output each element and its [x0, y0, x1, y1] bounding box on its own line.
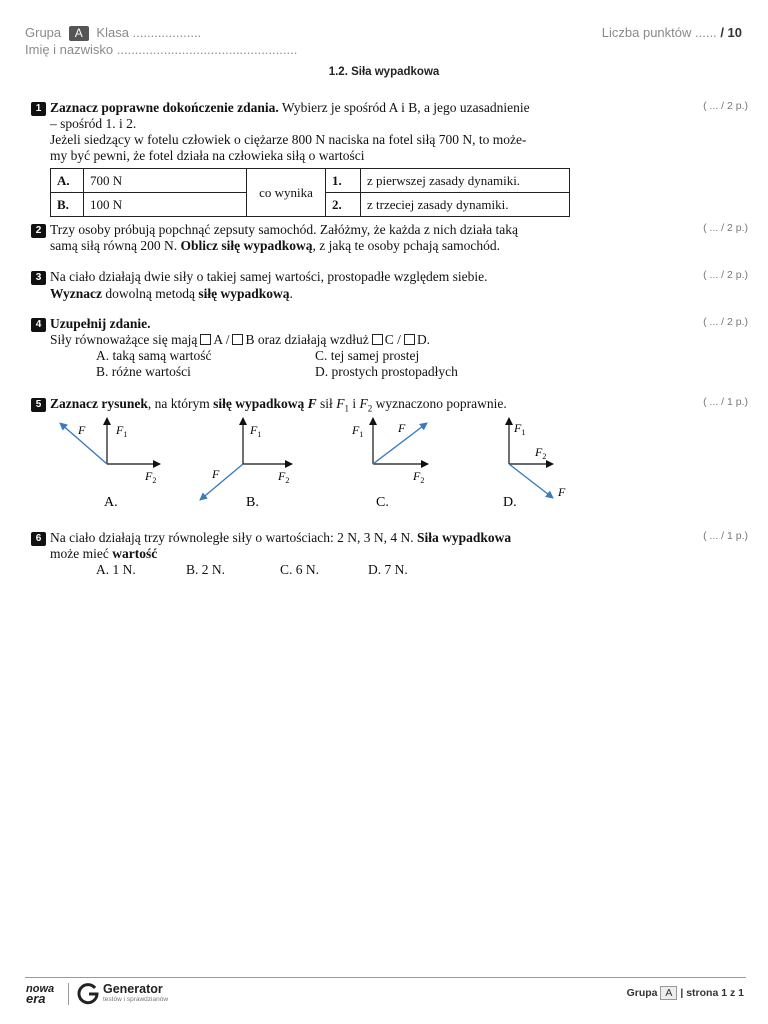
task-number: 1 [31, 102, 46, 116]
task-number: 2 [31, 224, 46, 238]
figure-d-f-label: F [558, 485, 566, 499]
checkbox-d[interactable] [404, 334, 415, 345]
option-b-key[interactable]: B. [51, 193, 84, 217]
option-a-value: 700 N [84, 169, 247, 193]
group-badge: A [69, 26, 89, 41]
name-label: Imię i nazwisko .................................................. [25, 42, 298, 57]
task-6-option-c[interactable]: C. 6 N. [280, 562, 320, 577]
figure-c-f-label: F [398, 421, 406, 435]
task-6-line-1: Na ciało działają trzy równoległe siły o wartościach: 2 N, 3 N, 4 N. Siła wypadkowa [50, 530, 512, 545]
figure-d-label: D. [503, 495, 517, 510]
figure-b-f2-label: $F_2$ [278, 469, 290, 485]
task-1-instruction-rest: Wybierz je spośród A i B, a jego uzasadnienie [278, 100, 530, 115]
reason-2-key[interactable]: 2. [326, 193, 361, 217]
figure-a[interactable] [60, 418, 160, 510]
page-title: 1.2. Siła wypadkowa [328, 66, 440, 78]
task-points: ( ... / 2 p.) [703, 316, 748, 328]
task-number: 5 [31, 398, 46, 412]
task-6-option-d[interactable]: D. 7 N. [368, 562, 408, 577]
task-points: ( ... / 2 p.) [703, 269, 748, 281]
task-3-line-2: Wyznacz dowolną metodą siłę wypadkową. [50, 286, 293, 301]
figure-b-label: B. [246, 495, 259, 510]
task-1-instruction: Zaznacz poprawne dokończenie zdania. [50, 100, 279, 115]
figure-c-f1-label: $F_1$ [352, 423, 364, 439]
figure-b-f-label: F [212, 467, 220, 481]
task-6-line-2: może mieć wartość [50, 546, 158, 561]
generator-g-icon [76, 982, 100, 1006]
task-4-sentence: Siły równoważące się mają A / B oraz działają wzdłuż C / D. [50, 332, 431, 347]
task-2-line-1: Trzy osoby próbują popchnąć zepsuty samochód. Załóżmy, że każda z nich działa taką [50, 222, 518, 237]
reason-1-key[interactable]: 1. [326, 169, 361, 193]
task-number: 6 [31, 532, 46, 546]
footer-page-info: Grupa A | strona 1 z 1 [626, 987, 744, 999]
figure-a-f2-label: $F_2$ [145, 469, 157, 485]
task-2-line-2: samą siłą równą 200 N. Oblicz siłę wypadkową, z jaką te osoby pchają samochód. [50, 238, 500, 253]
figure-c-label: C. [376, 495, 389, 510]
header-group-row [25, 25, 201, 41]
task-4-instruction: Uzupełnij zdanie. [50, 316, 151, 331]
option-b-value: 100 N [84, 193, 247, 217]
task-6-option-a[interactable]: A. 1 N. [96, 562, 136, 577]
task-6-option-b[interactable]: B. 2 N. [186, 562, 226, 577]
points-total: / 10 [720, 25, 742, 40]
task-number: 4 [31, 318, 46, 332]
figure-a-f1-label: $F_1$ [116, 423, 128, 439]
points-label: Liczba punktów ...... [601, 25, 717, 40]
task-1-line-2: – spośród 1. i 2. [50, 116, 137, 131]
task-3-line-1: Na ciało działają dwie siły o takiej samej wartości, prostopadłe względem siebie. [50, 269, 488, 284]
figure-c-f2-label: $F_2$ [413, 469, 425, 485]
task-points: ( ... / 1 p.) [703, 396, 748, 408]
co-wynika-cell: co wynika [247, 169, 326, 217]
task-points: ( ... / 1 p.) [703, 530, 748, 542]
task-3-instruction: Wyznacz [50, 286, 102, 301]
task-5-instruction: Zaznacz rysunek [50, 396, 148, 411]
points-summary [602, 25, 742, 40]
class-label: Klasa ................... [96, 25, 202, 40]
checkbox-b[interactable] [232, 334, 243, 345]
group-label: Grupa [25, 25, 62, 40]
reason-1-value: z pierwszej zasady dynamiki. [361, 169, 570, 193]
footer-divider [25, 977, 746, 978]
task-number: 3 [31, 271, 46, 285]
figure-b[interactable] [200, 418, 292, 510]
task-4-option-b: B. różne wartości [96, 364, 191, 379]
figure-a-f-label: F [78, 423, 86, 437]
task-1-line-4: my być pewni, że fotel działa na człowieka siłą o wartości [50, 148, 365, 163]
checkbox-a[interactable] [200, 334, 211, 345]
figure-d-f1-label: $F_1$ [514, 421, 526, 437]
task-4-option-c: C. tej samej prostej [315, 348, 420, 363]
checkbox-c[interactable] [372, 334, 383, 345]
figure-d[interactable] [503, 418, 566, 510]
task-1-line-3: Jeżeli siedzący w fotelu człowiek o ciężarze 800 N naciska na fotel siłą 700 N, to może- [50, 132, 527, 147]
footer-group-badge: A [660, 986, 677, 1000]
task-1-answer-table [50, 168, 570, 217]
task-1-line-1 [50, 100, 530, 116]
figure-c[interactable] [351, 418, 428, 510]
task-points: ( ... / 2 p.) [703, 222, 748, 234]
task-4-option-a: A. taką samą wartość [96, 348, 212, 363]
logo-divider [68, 983, 69, 1005]
task-points: ( ... / 2 p.) [703, 100, 748, 112]
nowa-era-logo: nowa era [26, 983, 55, 1006]
figure-a-label: A. [104, 495, 118, 510]
option-a-key[interactable]: A. [51, 169, 84, 193]
figure-b-f1-label: $F_1$ [250, 423, 262, 439]
figure-d-f2-label: $F_2$ [535, 445, 547, 461]
task-4-option-d: D. prostych prostopadłych [315, 364, 458, 379]
task-2-instruction: Oblicz siłę wypadkową [180, 238, 313, 253]
task-5-line-1: Zaznacz rysunek, na którym siłę wypadkową F sił $F_1$ i $F_2$ wyznaczono poprawnie. [50, 396, 507, 414]
reason-2-value: z trzeciej zasady dynamiki. [361, 193, 570, 217]
task-5-figures [0, 414, 768, 514]
